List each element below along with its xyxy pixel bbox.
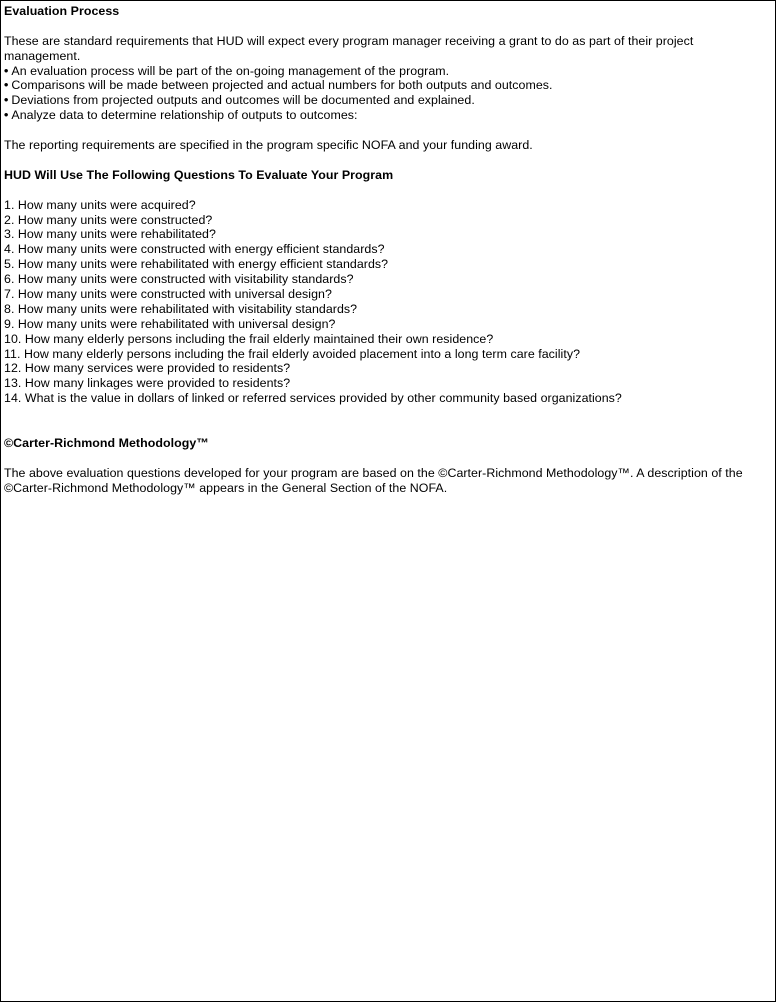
bullet-item bbox=[4, 78, 775, 93]
evaluation-intro: These are standard requirements that HUD will expect every program manager receiving a grant to do as part of their project management. bbox=[4, 33, 694, 63]
question-item: 6. How many units were constructed with visitability standards? bbox=[4, 272, 354, 287]
spacer bbox=[4, 123, 775, 138]
question-item: 14. What is the value in dollars of linked or referred services provided by other community based organizations? bbox=[4, 391, 622, 406]
evaluation-heading: Evaluation Process bbox=[4, 4, 120, 18]
bullet-text: An evaluation process will be part of the on-going management of the program. bbox=[11, 63, 450, 78]
spacer bbox=[4, 421, 775, 436]
bullet-text: Deviations from projected outputs and outcomes will be documented and explained. bbox=[11, 93, 475, 108]
question-item: 4. How many units were constructed with energy efficient standards? bbox=[4, 242, 385, 257]
bullet-text: Analyze data to determine relationship of outputs to outcomes: bbox=[11, 108, 358, 123]
bullet-text: Comparisons will be made between projected and actual numbers for both outputs and outcomes. bbox=[11, 78, 553, 93]
methodology-heading: ©Carter-Richmond Methodology™ bbox=[4, 435, 209, 450]
bullet-item bbox=[4, 108, 775, 123]
bullet-icon: • bbox=[4, 108, 9, 123]
question-item: 11. How many elderly persons including the frail elderly avoided placement into a long term care facility? bbox=[4, 346, 581, 361]
question-item: 12. How many services were provided to residents? bbox=[4, 361, 291, 376]
question-item: 5. How many units were rehabilitated with energy efficient standards? bbox=[4, 257, 389, 272]
questions-heading: HUD Will Use The Following Questions To Evaluate Your Program bbox=[4, 167, 394, 182]
question-item: 2. How many units were constructed? bbox=[4, 212, 213, 227]
spacer bbox=[4, 183, 775, 198]
bullet-icon: • bbox=[4, 63, 9, 78]
question-item: 7. How many units were constructed with universal design? bbox=[4, 286, 332, 301]
question-item: 13. How many linkages were provided to residents? bbox=[4, 376, 291, 391]
spacer bbox=[4, 451, 775, 466]
reporting-note: The reporting requirements are specified in the program specific NOFA and your funding award. bbox=[4, 138, 533, 153]
bullet-item bbox=[4, 64, 775, 79]
question-item: 9. How many units were rehabilitated with universal design? bbox=[4, 316, 336, 331]
bullet-icon: • bbox=[4, 78, 9, 93]
spacer bbox=[4, 153, 775, 168]
question-item: 3. How many units were rehabilitated? bbox=[4, 227, 216, 242]
bullet-item bbox=[4, 93, 775, 108]
methodology-text: The above evaluation questions developed for your program are based on the ©Carter-Richmond Methodology™. A description of the ©Carter-Richmond Methodology™ appears in the General Section of the NOFA. bbox=[4, 465, 743, 495]
question-item: 1. How many units were acquired? bbox=[4, 197, 196, 212]
question-item: 10. How many elderly persons including the frail elderly maintained their own residence? bbox=[4, 331, 494, 346]
spacer bbox=[4, 406, 775, 421]
spacer bbox=[4, 19, 775, 34]
bullet-icon: • bbox=[4, 93, 9, 108]
question-item: 8. How many units were rehabilitated with visitability standards? bbox=[4, 301, 358, 316]
